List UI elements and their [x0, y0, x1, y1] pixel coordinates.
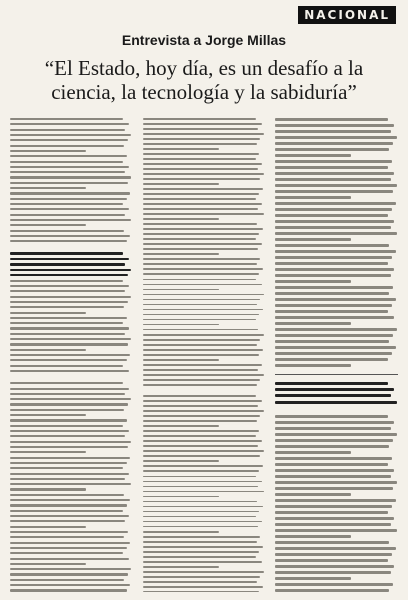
text-line	[10, 462, 127, 464]
text-line	[143, 556, 256, 558]
question-line	[275, 401, 396, 404]
text-line	[143, 405, 258, 407]
text-line	[143, 163, 262, 165]
text-line	[10, 317, 127, 319]
text-line	[143, 238, 256, 240]
text-line	[143, 364, 262, 366]
text-line	[10, 494, 124, 496]
text-line	[143, 425, 219, 427]
text-line	[143, 153, 260, 155]
text-line	[10, 430, 129, 432]
text-line	[10, 542, 130, 544]
text-line	[275, 340, 389, 343]
paragraph-gap	[143, 389, 266, 392]
text-line	[10, 203, 123, 205]
text-line	[10, 563, 86, 565]
text-line	[10, 155, 127, 157]
question-line	[10, 258, 129, 260]
text-line	[143, 486, 258, 488]
text-line	[275, 286, 393, 289]
text-line	[143, 435, 256, 437]
text-line	[143, 203, 262, 205]
text-line	[275, 148, 389, 151]
text-line	[143, 299, 261, 301]
text-line	[10, 547, 127, 549]
text-line	[10, 290, 125, 292]
text-line	[275, 499, 395, 502]
text-line	[143, 213, 264, 215]
article-headline: “El Estado, hoy día, es un desafío a la ciencia, la tecnología y la sabiduría”	[44, 56, 364, 104]
text-line	[143, 243, 262, 245]
text-line	[10, 150, 86, 152]
text-line	[10, 579, 124, 581]
text-line	[275, 583, 393, 586]
column-3	[275, 118, 398, 592]
text-line	[275, 274, 390, 277]
text-line	[143, 470, 260, 472]
text-line	[143, 289, 219, 291]
text-line	[10, 398, 131, 400]
text-line	[143, 369, 258, 371]
text-line	[10, 446, 128, 448]
question-line	[10, 274, 128, 276]
text-line	[275, 589, 389, 592]
text-line	[143, 148, 219, 150]
text-line	[10, 359, 127, 361]
text-line	[143, 465, 263, 467]
text-line	[275, 547, 395, 550]
text-line	[143, 440, 262, 442]
text-line	[275, 451, 351, 454]
text-line	[143, 354, 260, 356]
text-line	[143, 279, 256, 281]
text-line	[275, 505, 392, 508]
text-line	[10, 425, 123, 427]
text-line	[143, 450, 264, 452]
text-line	[275, 130, 390, 133]
text-line	[143, 571, 264, 573]
text-line	[143, 561, 262, 563]
text-line	[10, 504, 127, 506]
text-line	[143, 374, 264, 376]
text-line	[143, 228, 263, 230]
text-line	[143, 268, 263, 270]
text-line	[275, 553, 392, 556]
question-line	[275, 388, 394, 391]
text-line	[143, 566, 219, 568]
text-line	[10, 312, 86, 314]
text-line	[10, 322, 123, 324]
text-line	[10, 520, 125, 522]
text-line	[275, 298, 395, 301]
text-line	[275, 304, 392, 307]
text-line	[10, 499, 130, 501]
text-line	[143, 460, 219, 462]
text-line	[143, 501, 257, 503]
text-line	[10, 192, 130, 194]
text-line	[143, 379, 261, 381]
text-line	[143, 253, 219, 255]
text-line	[275, 571, 390, 574]
text-line	[10, 584, 130, 586]
text-line	[275, 481, 396, 484]
text-line	[143, 133, 264, 135]
text-line	[275, 202, 395, 205]
text-line	[10, 483, 131, 485]
text-line	[143, 531, 219, 533]
text-line	[275, 160, 392, 163]
text-line	[143, 541, 257, 543]
text-line	[143, 384, 257, 386]
text-line	[10, 403, 128, 405]
text-line	[143, 516, 256, 518]
text-line	[275, 433, 396, 436]
text-line	[275, 493, 351, 496]
text-line	[143, 294, 264, 296]
paragraph-gap	[10, 246, 133, 250]
text-line	[143, 410, 264, 412]
text-line	[143, 496, 219, 498]
text-line	[10, 573, 128, 575]
text-line	[275, 517, 394, 520]
text-line	[10, 409, 124, 411]
text-line	[10, 182, 128, 184]
text-line	[10, 161, 123, 163]
text-line	[275, 352, 392, 355]
text-line	[275, 328, 396, 331]
text-line	[143, 344, 257, 346]
text-line	[275, 124, 394, 127]
text-line	[10, 510, 123, 512]
text-line	[10, 441, 131, 443]
text-line	[143, 314, 260, 316]
text-line	[143, 223, 257, 225]
paragraph-gap	[275, 407, 398, 412]
text-line	[143, 324, 219, 326]
question-line	[10, 252, 123, 254]
text-line	[143, 309, 263, 311]
text-line	[10, 296, 131, 298]
text-line	[143, 158, 256, 160]
text-line	[10, 171, 125, 173]
text-line	[10, 176, 131, 178]
text-line	[10, 333, 125, 335]
text-line	[275, 214, 388, 217]
text-line	[10, 123, 129, 125]
text-line	[143, 506, 263, 508]
text-line	[10, 134, 131, 136]
text-line	[143, 193, 260, 195]
text-line	[275, 529, 396, 532]
article-subtitle: Entrevista a Jorge Millas	[121, 32, 287, 48]
text-line	[275, 178, 390, 181]
text-line	[275, 292, 389, 295]
text-line	[143, 334, 264, 336]
text-line	[143, 208, 258, 210]
text-line	[143, 481, 262, 483]
text-line	[10, 451, 86, 453]
text-line	[275, 334, 393, 337]
text-line	[10, 349, 86, 351]
text-line	[275, 541, 389, 544]
text-line	[275, 250, 395, 253]
text-line	[275, 346, 395, 349]
text-line	[10, 388, 129, 390]
text-line	[275, 136, 396, 139]
text-line	[10, 224, 86, 226]
text-line	[143, 546, 263, 548]
text-line	[275, 487, 393, 490]
text-line	[143, 258, 261, 260]
text-line	[275, 232, 396, 235]
text-line	[143, 551, 260, 553]
text-line	[143, 138, 261, 140]
text-line	[10, 414, 86, 416]
text-line	[275, 577, 351, 580]
text-line	[143, 591, 260, 592]
text-line	[10, 118, 123, 120]
text-line	[275, 559, 388, 562]
text-line	[10, 198, 127, 200]
text-line	[10, 370, 129, 372]
text-line	[143, 445, 258, 447]
text-line	[275, 511, 388, 514]
text-line	[275, 208, 392, 211]
text-line	[143, 233, 260, 235]
text-line	[275, 523, 390, 526]
text-line	[143, 521, 262, 523]
text-line	[143, 400, 262, 402]
text-line	[10, 536, 124, 538]
question-line	[10, 269, 131, 271]
text-line	[143, 415, 261, 417]
text-line	[10, 235, 130, 237]
text-line	[143, 536, 261, 538]
text-line	[143, 263, 257, 265]
text-line	[143, 395, 256, 397]
text-line	[275, 364, 351, 367]
text-line	[10, 531, 128, 533]
text-line	[275, 196, 351, 199]
divider	[275, 374, 398, 375]
text-line	[143, 183, 219, 185]
text-line	[10, 354, 130, 356]
text-line	[10, 230, 124, 232]
text-line	[10, 419, 127, 421]
text-line	[10, 129, 125, 131]
text-line	[10, 280, 123, 282]
text-line	[10, 552, 123, 554]
text-line	[275, 142, 393, 145]
text-line	[143, 273, 260, 275]
text-line	[143, 420, 257, 422]
text-line	[275, 439, 393, 442]
text-line	[143, 576, 261, 578]
text-line	[143, 248, 258, 250]
paragraph-gap	[10, 375, 133, 379]
text-line	[275, 262, 388, 265]
text-line	[10, 285, 129, 287]
text-line	[275, 535, 351, 538]
text-line	[10, 214, 125, 216]
text-line	[143, 168, 258, 170]
text-line	[143, 476, 256, 478]
text-line	[143, 178, 261, 180]
text-line	[10, 306, 124, 308]
text-line	[275, 445, 389, 448]
text-line	[10, 568, 131, 570]
text-line	[275, 190, 393, 193]
text-line	[10, 467, 123, 469]
section-banner: NACIONAL	[298, 6, 396, 24]
text-line	[275, 469, 394, 472]
text-line	[143, 123, 262, 125]
text-line	[143, 349, 263, 351]
article-body	[10, 118, 398, 592]
text-line	[275, 166, 388, 169]
text-line	[275, 184, 396, 187]
text-line	[275, 358, 388, 361]
question-line	[275, 382, 388, 385]
text-line	[275, 238, 351, 241]
text-line	[143, 491, 264, 493]
text-line	[10, 338, 131, 340]
column-1	[10, 118, 133, 592]
text-line	[10, 187, 86, 189]
text-line	[275, 427, 390, 430]
text-line	[143, 430, 260, 432]
text-line	[143, 586, 263, 588]
text-line	[143, 284, 262, 286]
text-line	[10, 343, 128, 345]
text-line	[143, 319, 256, 321]
text-line	[143, 304, 257, 306]
text-line	[275, 463, 388, 466]
text-line	[143, 329, 258, 331]
text-line	[10, 365, 123, 367]
text-line	[10, 145, 124, 147]
text-line	[275, 316, 394, 319]
text-line	[10, 240, 127, 242]
text-line	[143, 128, 258, 130]
text-line	[275, 118, 388, 121]
text-line	[10, 473, 129, 475]
text-line	[143, 511, 260, 513]
text-line	[10, 139, 128, 141]
text-line	[10, 301, 128, 303]
text-line	[10, 589, 127, 591]
text-line	[275, 172, 394, 175]
text-line	[275, 421, 394, 424]
text-line	[143, 339, 261, 341]
text-line	[143, 526, 258, 528]
text-line	[275, 475, 390, 478]
text-line	[10, 166, 129, 168]
text-line	[275, 220, 394, 223]
text-line	[10, 219, 131, 221]
question-line	[10, 263, 125, 265]
text-line	[275, 256, 392, 259]
text-line	[143, 218, 219, 220]
text-line	[275, 226, 390, 229]
text-line	[10, 435, 125, 437]
text-line	[143, 359, 219, 361]
question-line	[275, 394, 390, 397]
text-line	[143, 143, 257, 145]
text-line	[10, 478, 125, 480]
text-line	[10, 327, 129, 329]
text-line	[275, 322, 351, 325]
text-line	[275, 310, 388, 313]
text-line	[275, 280, 351, 283]
text-line	[143, 118, 256, 120]
text-line	[275, 268, 394, 271]
text-line	[10, 393, 125, 395]
text-line	[143, 581, 257, 583]
text-line	[275, 457, 392, 460]
text-line	[143, 188, 263, 190]
text-line	[275, 154, 351, 157]
text-line	[10, 382, 123, 384]
text-line	[275, 565, 394, 568]
text-line	[10, 558, 129, 560]
text-line	[10, 488, 86, 490]
text-line	[143, 455, 261, 457]
column-2	[143, 118, 266, 592]
text-line	[275, 415, 388, 418]
text-line	[10, 208, 129, 210]
text-line	[10, 515, 129, 517]
text-line	[10, 526, 86, 528]
text-line	[143, 198, 256, 200]
text-line	[275, 244, 389, 247]
text-line	[143, 173, 264, 175]
text-line	[10, 457, 130, 459]
